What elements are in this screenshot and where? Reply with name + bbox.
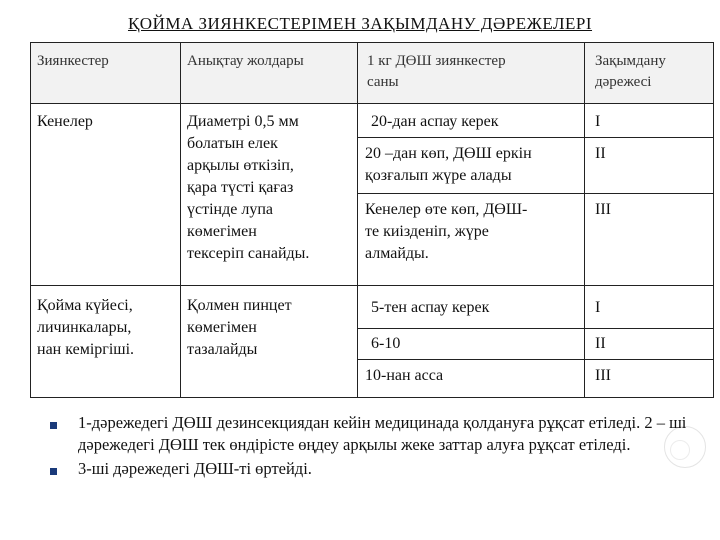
header-pest: Зиянкестер <box>37 53 109 69</box>
method-mites: Диаметрі 0,5 мм болатын елек арқылы өткізіп, қара түсті қағаз үстінде лупа көмегімен тексеріп санайды. <box>187 113 310 262</box>
table-divider <box>584 43 585 397</box>
degree-beetles-3: III <box>595 367 611 384</box>
table-divider <box>357 359 713 360</box>
degree-beetles-2: II <box>595 335 606 352</box>
degree-beetles-1: I <box>595 299 601 316</box>
header-method: Анықтау жолдары <box>187 53 304 69</box>
degree-mites-2: II <box>595 145 606 162</box>
note-text: 3-ші дәрежедегі ДӨШ-ті өртейді. <box>78 459 312 478</box>
list-item <box>50 458 690 480</box>
count-mites-1: 20-дан аспау керек <box>371 113 499 130</box>
notes-list <box>50 412 690 482</box>
list-item <box>50 412 690 456</box>
degree-mites-3: III <box>595 201 611 218</box>
note-text: 1-дәрежедегі ДӨШ дезинсекциядан кейін медицинада қолдануға рұқсат етіледі. 2 – ші дәрежедегі ДӨШ тек өндірісте өңдеу арқылы жеке заттар алуға рұқсат етіледі. <box>78 413 687 454</box>
count-beetles-2: 6-10 <box>371 335 401 352</box>
header-degree: Зақымдану дәрежесі <box>595 53 666 90</box>
degree-mites-1: I <box>595 113 601 130</box>
table-divider <box>357 328 713 329</box>
table-divider <box>31 103 713 104</box>
method-beetles: Қолмен пинцет көмегімен тазалайды <box>187 297 292 358</box>
count-beetles-1: 5-тен аспау керек <box>371 299 490 316</box>
damage-degree-table <box>30 42 714 398</box>
count-beetles-3: 10-нан асса <box>365 367 444 384</box>
square-bullet-icon <box>50 468 57 475</box>
square-bullet-icon <box>50 422 57 429</box>
table-divider <box>357 137 713 138</box>
count-mites-2: 20 –дан көп, ДӨШ еркін қозғалып жүре алады <box>365 145 532 184</box>
pest-name-mites: Кенелер <box>37 113 93 130</box>
count-mites-3: Кенелер өте көп, ДӨШ- те киізденіп, жүре алмайды. <box>365 201 528 262</box>
table-divider <box>357 43 358 397</box>
header-count: 1 кг ДӨШ зиянкестер саны <box>367 53 506 90</box>
pest-name-beetles: Қойма күйесі, личинкалары, нан кеміргіші. <box>37 297 135 358</box>
table-divider <box>357 193 713 194</box>
table-divider <box>180 43 181 397</box>
table-divider <box>31 285 713 286</box>
page-title: ҚОЙМА ЗИЯНКЕСТЕРІМЕН ЗАҚЫМДАНУ ДӘРЕЖЕЛЕРІ <box>127 14 593 33</box>
